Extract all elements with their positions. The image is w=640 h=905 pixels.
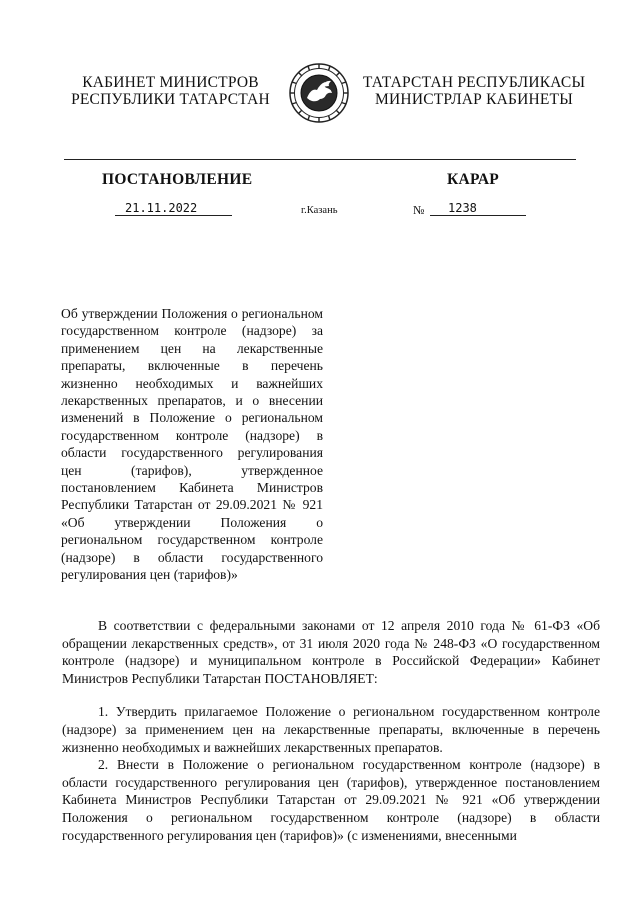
document-city: г.Казань [301,205,338,216]
number-label: № [413,203,425,217]
item-1-paragraph: 1. Утвердить прилагаемое Положение о региональном государственном контроле (надзоре) за применением цен на лекарственные препараты, включенные в перечень жизненно необходимых и важнейших лекарственных препаратов. [62,704,600,755]
document-body [62,617,600,844]
document-type-tt: КАРАР [447,171,500,188]
header-divider [64,159,576,160]
document-date: 21.11.2022 [115,201,232,216]
document-subject: Об утверждении Положения о региональном государственном контроле (надзоре) за применением цен на лекарственные препараты, включенные в перечень жизненно необходимых и важнейших лекарственных препаратов, и о внесении изменений в Положение о региональном государственном контроле (надзоре) в области государственного регулирования цен (тарифов), утвержденное постановлением Кабинета Министров Республики Татарстан от 29.09.2021 № 921 «Об утверждении Положения о региональном государственном контроле (надзоре) в области государственного регулирования цен (тарифов)» [61,306,323,583]
header-left [58,74,283,108]
header-left-line1: КАБИНЕТ МИНИСТРОВ [82,74,259,91]
header-right-line2: МИНИСТРЛАР КАБИНЕТЫ [375,91,573,108]
document-number: 1238 [430,201,526,216]
document-type-ru: ПОСТАНОВЛЕНИЕ [102,171,253,188]
header-right-line1: ТАТАРСТАН РЕСПУБЛИКАСЫ [362,74,586,91]
tatarstan-coat-of-arms-icon [287,62,351,124]
item-2-paragraph: 2. Внести в Положение о региональном государственном контроле (надзоре) в области государственного регулирования цен (тарифов), утвержденное постановлением Кабинета Министров Республики Татарстан от 29.09.2021 № 921 «Об утверждении Положения о региональном государственном контроле (надзоре) в области государственного регулирования цен (тарифов)» (с изменениями, внесенными [62,757,600,843]
preamble-paragraph: В соответствии с федеральными законами от 12 апреля 2010 года № 61-ФЗ «Об обращении лекарственных средств», от 31 июля 2020 года № 248-ФЗ «О государственном контроле (надзоре) и муниципальном контроле в Российской Федерации» Кабинет Министров Республики Татарстан ПОСТАНОВЛЯЕТ: [62,618,600,686]
header-right [360,74,588,108]
header-left-line2: РЕСПУБЛИКИ ТАТАРСТАН [71,91,270,108]
